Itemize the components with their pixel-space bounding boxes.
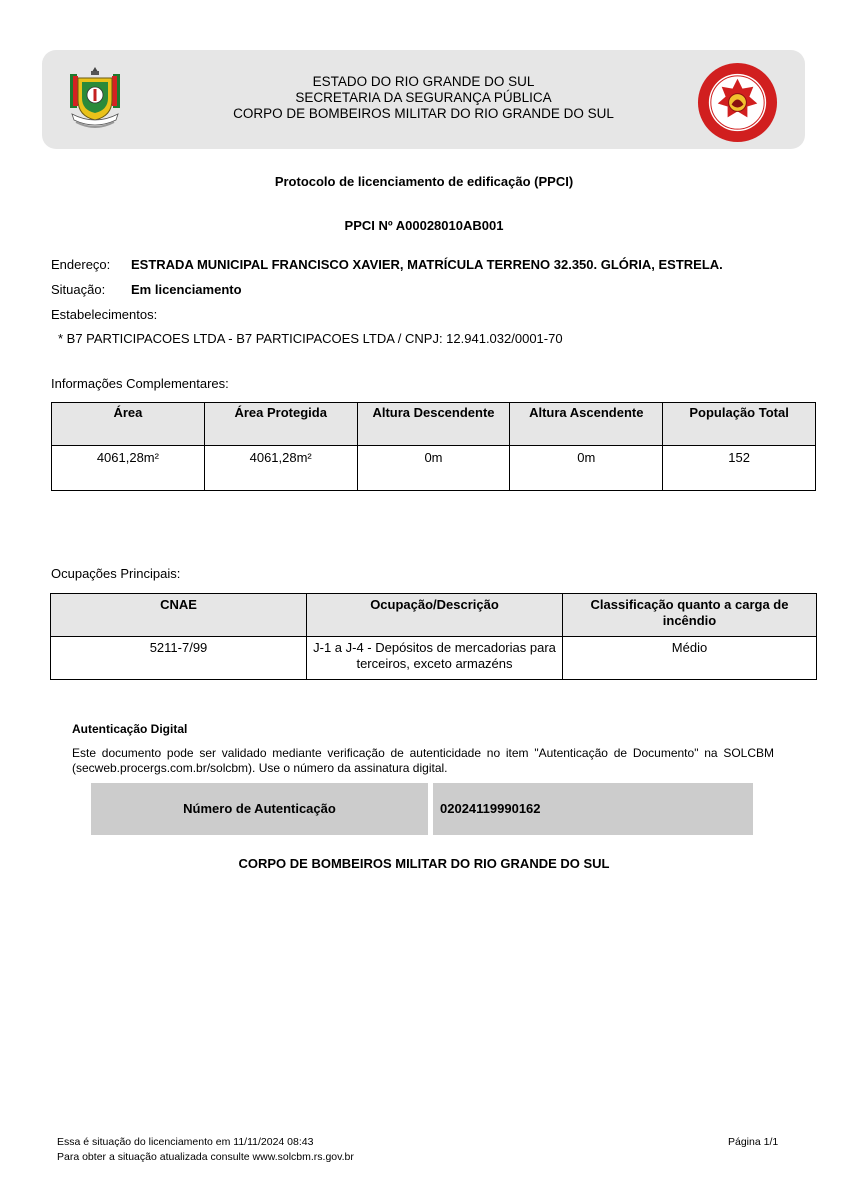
complementary-info-table (51, 402, 816, 491)
page-number: Página 1/1 (728, 1136, 779, 1148)
status-label: Situação: (51, 282, 106, 297)
cell-descending-height: 0m (357, 446, 510, 491)
col-descending-height: Altura Descendente (357, 403, 510, 446)
auth-text: Este documento pode ser validado mediante verificação de autenticidade no item "Autenticação de Documento" na SOLCBM (secweb.procergs.com.br/solcbm). Use o número da assinatura digital. (72, 746, 774, 775)
auth-number-label-box (91, 783, 428, 835)
ppci-number: PPCI Nº A00028010AB001 (344, 218, 504, 233)
establishment-item: * B7 PARTICIPACOES LTDA - B7 PARTICIPACOES LTDA / CNPJ: 12.941.032/0001-70 (58, 331, 563, 346)
cell-area: 4061,28m² (52, 446, 205, 491)
footer-info (57, 1135, 354, 1165)
col-area: Área (52, 403, 205, 446)
table-row (52, 446, 816, 491)
cell-occupation: J-1 a J-4 - Depósitos de mercadorias para terceiros, exceto armazéns (307, 637, 563, 680)
table-header-row (52, 403, 816, 446)
address-label: Endereço: (51, 257, 111, 272)
auth-number-value-box (433, 783, 753, 835)
footer-date: Essa é situação do licenciamento em 11/11/2024 08:43 (57, 1136, 314, 1148)
signature-block: CORPO DE BOMBEIROS MILITAR DO RIO GRANDE DO SUL (238, 856, 610, 871)
col-fire-load-class: Classificação quanto a carga de incêndio (563, 594, 817, 637)
col-total-population: População Total (663, 403, 816, 446)
complementary-info-label: Informações Complementares: (51, 376, 229, 391)
header-fire-department: CORPO DE BOMBEIROS MILITAR DO RIO GRANDE DO SUL (233, 106, 614, 121)
establishments-label: Estabelecimentos: (51, 307, 158, 322)
fire-department-seal-icon (696, 61, 779, 144)
address-value: ESTRADA MUNICIPAL FRANCISCO XAVIER, MATRÍCULA TERRENO 32.350. GLÓRIA, ESTRELA. (131, 257, 723, 272)
status-row (51, 282, 242, 297)
table-header-row (51, 594, 817, 637)
auth-number-value: 02024119990162 (440, 801, 541, 816)
col-ascending-height: Altura Ascendente (510, 403, 663, 446)
cell-protected-area: 4061,28m² (204, 446, 357, 491)
cell-cnae: 5211-7/99 (51, 637, 307, 680)
address-row (51, 257, 723, 272)
col-occupation: Ocupação/Descrição (307, 594, 563, 637)
document-title: Protocolo de licenciamento de edificação (PPCI) (274, 174, 574, 189)
page-header (42, 50, 805, 149)
auth-number-label: Número de Autenticação (183, 801, 336, 816)
col-cnae: CNAE (51, 594, 307, 637)
auth-title: Autenticação Digital (72, 722, 188, 736)
occupations-table (50, 593, 817, 680)
table-row (51, 637, 817, 680)
status-value: Em licenciamento (131, 282, 242, 297)
cell-fire-load-class: Médio (563, 637, 817, 680)
header-state: ESTADO DO RIO GRANDE DO SUL (312, 74, 535, 89)
occupations-label: Ocupações Principais: (51, 566, 181, 581)
col-protected-area: Área Protegida (204, 403, 357, 446)
header-secretariat: SECRETARIA DA SEGURANÇA PÚBLICA (295, 90, 552, 105)
cell-ascending-height: 0m (510, 446, 663, 491)
cell-total-population: 152 (663, 446, 816, 491)
footer-consult: Para obter a situação atualizada consulte www.solcbm.rs.gov.br (57, 1151, 354, 1163)
